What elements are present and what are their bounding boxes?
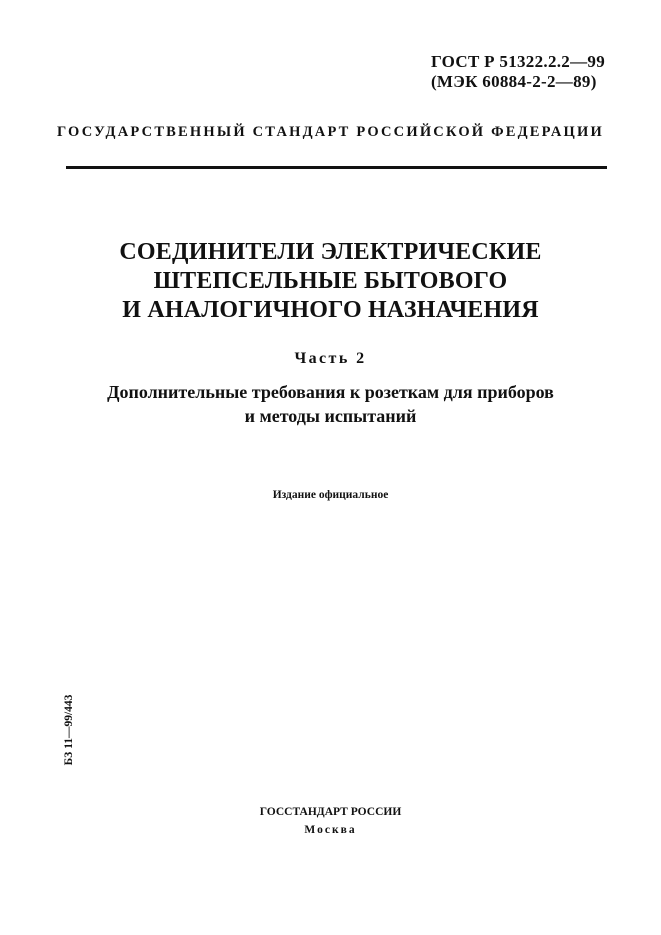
subtitle-line-2: и методы испытаний	[244, 406, 417, 426]
part-label: Часть 2	[294, 350, 367, 367]
title-line-1: СОЕДИНИТЕЛИ ЭЛЕКТРИЧЕСКИЕ	[119, 239, 542, 265]
title-line-2: ШТЕПСЕЛЬНЫЕ БЫТОВОГО	[153, 268, 508, 294]
horizontal-rule	[66, 166, 607, 169]
iec-number: (МЭК 60884-2-2—89)	[430, 72, 597, 91]
publisher-name: ГОССТАНДАРТ РОССИИ	[259, 806, 402, 818]
publisher-block	[0, 803, 661, 839]
title-line-3: И АНАЛОГИЧНОГО НАЗНАЧЕНИЯ	[122, 297, 539, 323]
document-subtitle	[0, 380, 661, 428]
subtitle-line-1: Дополнительные требования к розеткам для приборов	[107, 382, 554, 402]
standard-designation	[431, 52, 605, 92]
state-standard-heading: ГОСУДАРСТВЕННЫЙ СТАНДАРТ РОССИЙСКОЙ ФЕДЕРАЦИИ	[56, 124, 604, 140]
document-title	[0, 238, 661, 325]
spine-code-text: БЗ 11—99/443	[63, 694, 75, 766]
spine-code	[62, 690, 76, 770]
edition-label: Издание официальное	[272, 489, 389, 501]
publisher-city: Москва	[304, 824, 357, 836]
gost-number: ГОСТ Р 51322.2.2—99	[430, 52, 605, 71]
